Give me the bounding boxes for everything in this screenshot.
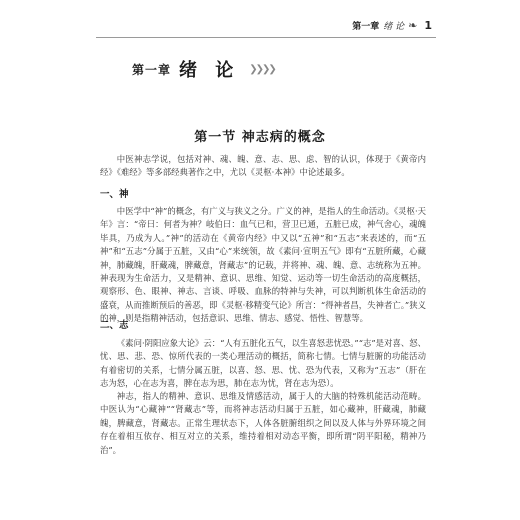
chapter-title: 绪 论: [179, 60, 240, 81]
intro-paragraph: 中医神志学说，包括对神、魂、魄、意、志、思、虑、智的认识，体现于《黄帝内经》《难经》等多部经典著作之中，尤以《灵枢·本神》中论述最多。: [100, 154, 426, 178]
subsection-heading-shen: 一、神: [100, 189, 129, 200]
page-number: 1: [424, 18, 432, 32]
chevron-right-icon: ❯❯❯❯: [249, 63, 275, 75]
chapter-heading: [132, 56, 275, 82]
ornament-icon: ❧: [408, 18, 417, 32]
section-title: 第一节 神志病的概念: [194, 130, 326, 145]
running-header-chapter: 第一章: [352, 21, 380, 32]
header-rule: [96, 37, 436, 38]
running-header: [314, 16, 432, 34]
paragraph-shen: 中医学中“神”的概念，有广义与狭义之分。广义的神，是指人的生命活动。《灵枢·天年》言：“帝曰：何者为神？岐伯曰：血气已和，营卫已通，五脏已成，神气舍心，魂魄毕具，乃成为人。”神”的活动在《黄帝内经》中又以“五神”和“五志”来表述的，而“五神”和“五志”分属于五脏，又由“心”来统领，故《素问·宣明五气》即有“五脏所藏，心藏神，肺藏魄，肝藏魂，脾藏意，肾藏志”的记载，并将神、魂、魄、意、志统称为五神。神表现为生命活力，又是精神、意识、思维、知觉、运动等一切生命活动的高度概括，观察形、色、眼神、神志、言谈、呼吸、血脉的特神与失神，可以判断机体生命活动的盛衰，从而推断预后的善恶，即《灵枢·移精变气论》所言：“得神者昌，失神者亡。”狭义的神，则是指精神活动，包括意识、思维、情志、感觉、悟性、智慧等。: [100, 206, 426, 324]
subsection-heading-zhi: 二、志: [100, 320, 129, 331]
paragraph-zhi-2: 神志，指人的精神、意识、思维及情感活动，属于人的大脑的特殊机能活动范畴。中医认为“心藏神”“肾藏志”等，而将神志活动归属于五脏，如心藏神，肝藏魂，肺藏魄，脾藏意，肾藏志。正常生理状态下，人体各脏腑组织之间以及人体与外界环境之间存在着相互依存、相互对立的关系，维持着相对动态平衡，即所谓“阴平阳秘，精神乃治”。: [100, 391, 426, 455]
paragraph-zhi-1: 《素问·阴阳应象大论》云：“人有五脏化五气，以生喜怒悲忧恐。”“志”是对喜、怒、忧、思、悲、恐、惊所代表的一类心理活动的概括，简称七情。七情与脏腑的功能活动有着密切的关系，七情分属五脏，以喜、怒、思、忧、恐为代表，又称为“五志”（肝在志为怒，心在志为喜，脾在志为思，肺在志为忧，肾在志为恐）。: [100, 338, 426, 389]
chapter-label: 第一章: [132, 62, 172, 77]
running-header-title: 绪 论: [383, 21, 405, 32]
